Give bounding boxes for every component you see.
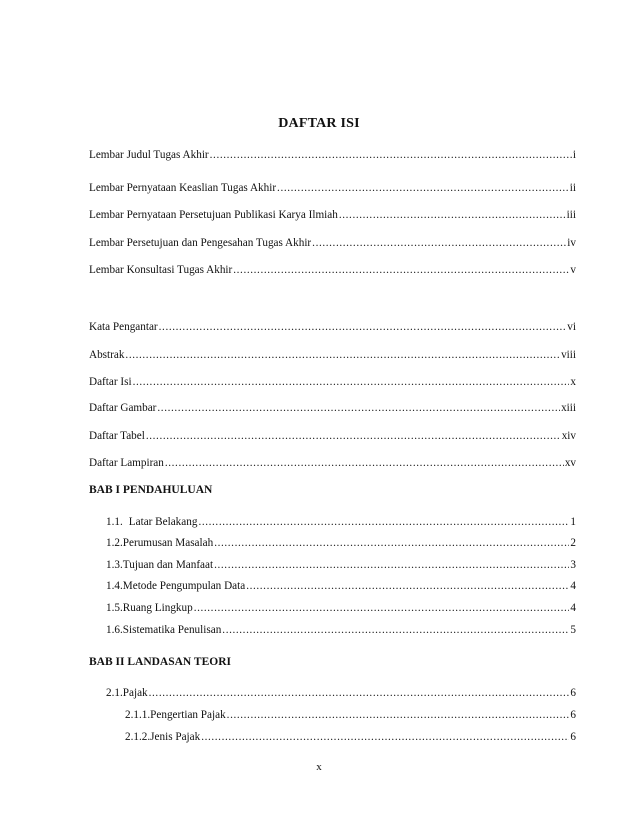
toc-entry-page: 6 xyxy=(570,709,576,721)
toc-entry-text: Abstrak xyxy=(89,349,125,361)
toc-entry-number: 2.1.2. xyxy=(125,731,151,743)
toc-entry-text: Pajak xyxy=(122,687,148,699)
toc-entry xyxy=(106,557,576,573)
toc-entry-page: 3 xyxy=(570,559,576,571)
toc-entry-number: 2.1. xyxy=(106,687,123,699)
toc-entry-number: 1.3. xyxy=(106,559,123,571)
toc-entry-text: Ruang Lingkup xyxy=(122,602,193,614)
toc-entry-number: 2.1.1. xyxy=(125,709,151,721)
toc-entry-number: 1.6. xyxy=(106,624,123,636)
toc-entry-text: Jenis Pajak xyxy=(150,731,201,743)
toc-entry-text: Pengertian Pajak xyxy=(150,709,226,721)
toc-entry xyxy=(125,707,576,723)
leader-dots xyxy=(157,400,560,416)
toc-entry-page: 4 xyxy=(570,580,576,592)
leader-dots xyxy=(210,147,572,163)
toc-entry-page: 6 xyxy=(570,731,576,743)
toc-entry-text: Lembar Persetujuan dan Pengesahan Tugas Akhir xyxy=(89,237,312,249)
leader-dots xyxy=(277,180,569,196)
toc-entry-text: Tujuan dan Manfaat xyxy=(122,559,214,571)
toc-entry-page: xiii xyxy=(561,402,576,414)
toc-entry xyxy=(89,400,576,416)
toc-entry xyxy=(89,180,576,196)
leader-dots xyxy=(214,557,569,573)
leader-dots xyxy=(246,578,569,594)
toc-entry-text: Daftar Gambar xyxy=(89,402,157,414)
toc-entry-text: Daftar Isi xyxy=(89,376,132,388)
toc-entry xyxy=(89,455,576,471)
chapter-heading: BAB II LANDASAN TEORI xyxy=(89,656,231,668)
toc-entry-text: Daftar Tabel xyxy=(89,430,145,442)
leader-dots xyxy=(194,600,570,616)
toc-entry-page: 6 xyxy=(570,687,576,699)
leader-dots xyxy=(312,235,566,251)
toc-entry xyxy=(89,347,576,363)
toc-entry-number: 1.5. xyxy=(106,602,123,614)
toc-entry xyxy=(106,622,576,638)
toc-entry xyxy=(89,207,576,223)
toc-entry-page: 2 xyxy=(570,537,576,549)
toc-entry-page: viii xyxy=(561,349,576,361)
leader-dots xyxy=(133,374,570,390)
leader-dots xyxy=(227,707,570,723)
toc-entry-page: x xyxy=(570,376,576,388)
toc-entry-text: Daftar Lampiran xyxy=(89,457,164,469)
leader-dots xyxy=(159,319,567,335)
toc-entry-page: 4 xyxy=(570,602,576,614)
toc-entry xyxy=(89,262,576,278)
toc-entry xyxy=(89,374,576,390)
toc-entry xyxy=(106,578,576,594)
leader-dots xyxy=(198,514,569,530)
leader-dots xyxy=(165,455,564,471)
toc-entry-text: Lembar Pernyataan Keaslian Tugas Akhir xyxy=(89,182,277,194)
leader-dots xyxy=(214,535,569,551)
toc-entry-page: ii xyxy=(569,182,576,194)
toc-entry-text: Lembar Judul Tugas Akhir xyxy=(89,149,209,161)
toc-entry-page: xiv xyxy=(561,430,576,442)
leader-dots xyxy=(222,622,569,638)
leader-dots xyxy=(339,207,566,223)
toc-entry-text: Lembar Konsultasi Tugas Akhir xyxy=(89,264,233,276)
toc-entry xyxy=(106,685,576,701)
toc-entry xyxy=(106,600,576,616)
toc-entry xyxy=(89,147,576,163)
toc-entry-page: xv xyxy=(564,457,576,469)
toc-entry-text: Perumusan Masalah xyxy=(122,537,214,549)
toc-entry-text: Metode Pengumpulan Data xyxy=(122,580,246,592)
toc-entry-page: 5 xyxy=(570,624,576,636)
toc-entry-text: Kata Pengantar xyxy=(89,321,158,333)
toc-entry xyxy=(106,535,576,551)
toc-entry-page: iii xyxy=(566,209,576,221)
toc-entry-number: 1.4. xyxy=(106,580,123,592)
chapter-heading: BAB I PENDAHULUAN xyxy=(89,484,213,496)
toc-entry xyxy=(125,729,576,745)
toc-entry-text: Latar Belakang xyxy=(128,516,198,528)
toc-entry-page: 1 xyxy=(570,516,576,528)
page-number: x xyxy=(316,761,322,773)
toc-entry xyxy=(106,514,576,530)
page-title: DAFTAR ISI xyxy=(278,116,360,131)
toc-entry-number: 1.1. xyxy=(106,516,123,528)
leader-dots xyxy=(201,729,569,745)
toc-entry-page: iv xyxy=(567,237,576,249)
toc-entry xyxy=(89,319,576,335)
toc-entry xyxy=(89,235,576,251)
toc-entry-text: Lembar Pernyataan Persetujuan Publikasi Karya Ilmiah xyxy=(89,209,338,221)
leader-dots xyxy=(125,347,560,363)
toc-entry-number: 1.2. xyxy=(106,537,123,549)
toc-entry-text: Sistematika Penulisan xyxy=(122,624,222,636)
leader-dots xyxy=(146,428,561,444)
toc-entry-page: v xyxy=(570,264,576,276)
toc-entry xyxy=(89,428,576,444)
leader-dots xyxy=(149,685,570,701)
toc-entry-page: i xyxy=(572,149,576,161)
leader-dots xyxy=(233,262,569,278)
toc-entry-page: vi xyxy=(567,321,576,333)
